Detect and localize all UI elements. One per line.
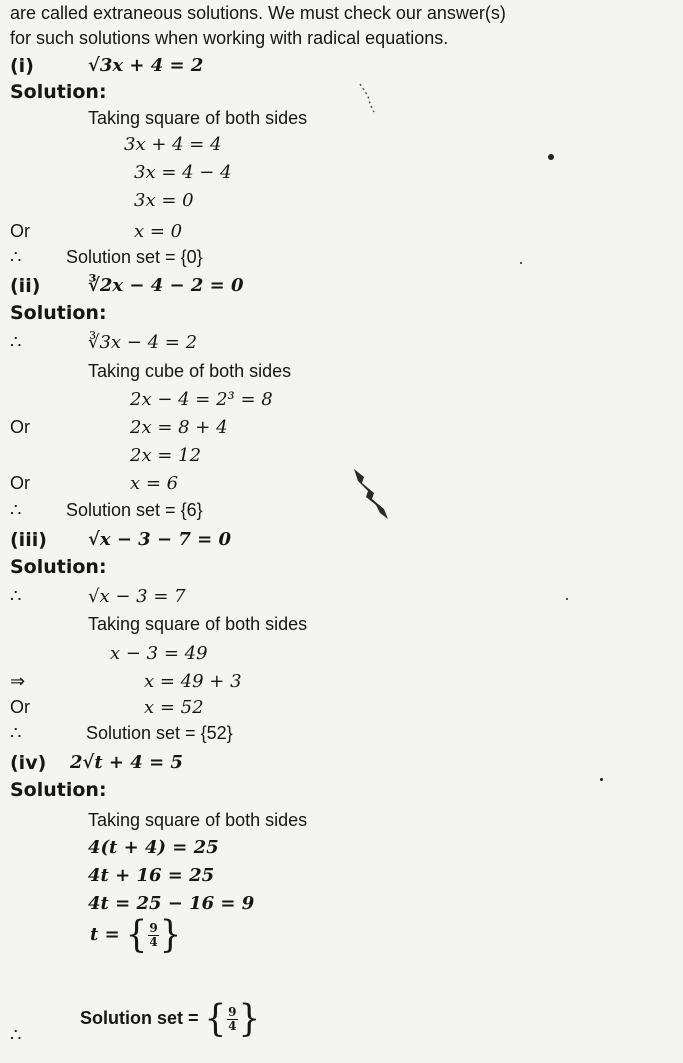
problem-iv-result [80,997,261,1041]
problem-ii-eq4: x = 6 [130,473,179,494]
problem-ii-or-2: Or [10,473,30,493]
scan-speck [566,598,568,600]
scan-speck [520,262,522,264]
problem-iii-step-text: Taking square of both sides [88,614,308,634]
problem-iv-eq3: 4t = 25 − 16 = 9 [88,893,255,914]
problem-i-eq2: 3x = 4 − 4 [134,162,232,183]
problem-iv-label: (iv) [10,752,47,774]
problem-iv-eq1: 4(t + 4) = 25 [88,837,219,858]
problem-ii-eq0: ∛3x − 4 = 2 [88,332,198,353]
problem-ii-eq1: 2x − 4 = 2³ = 8 [130,389,273,410]
problem-iii-solution-heading: Solution: [10,556,107,578]
problem-iv-eq2: 4t + 16 = 25 [88,865,215,886]
problem-iii-eq0: √x − 3 = 7 [88,586,186,607]
intro-line-1: are called extraneous solutions. We must check our answer(s) [10,3,506,23]
problem-ii-eq3: 2x = 12 [130,445,202,466]
fraction-numerator: 9 [228,1004,237,1019]
left-brace-icon: { [125,913,148,957]
right-brace-icon: } [159,913,182,957]
problem-i-eq3: 3x = 0 [134,190,194,211]
problem-iv-therefore: ∴ [10,1025,22,1045]
problem-iii-eq2: x = 49 + 3 [144,671,242,692]
problem-iv-eq4-lhs: t = [90,924,120,946]
problem-ii-therefore-1: ∴ [10,332,22,352]
problem-ii-result: Solution set = {6} [66,500,203,520]
problem-i-or: Or [10,221,30,241]
problem-ii-step-text: Taking cube of both sides [88,361,292,381]
problem-iv-result-text: Solution set = [80,1008,199,1029]
fraction-numerator: 9 [149,920,158,935]
problem-iv-equation: 2√t + 4 = 5 [70,752,183,773]
problem-i-step-text: Taking square of both sides [88,108,308,128]
problem-iii-equation: √x − 3 − 7 = 0 [88,529,231,550]
problem-iv-step-text: Taking square of both sides [88,810,308,830]
problem-iii-therefore-1: ∴ [10,586,22,606]
problem-ii-eq2: 2x = 8 + 4 [130,417,228,438]
fraction-denominator: 4 [228,1018,237,1033]
problem-iii-or: Or [10,697,30,717]
problem-ii-label: (ii) [10,275,41,297]
scan-smudge [350,465,394,525]
problem-iii-eq3: x = 52 [144,697,204,718]
problem-i-solution-heading: Solution: [10,81,107,103]
problem-iii-implies: ⇒ [10,671,26,691]
problem-i-therefore: ∴ [10,247,22,267]
right-brace-icon: } [238,997,261,1041]
problem-iii-eq1: x − 3 = 49 [110,643,208,664]
scan-speck [548,154,554,160]
problem-i-eq1: 3x + 4 = 4 [124,134,222,155]
problem-ii-or-1: Or [10,417,30,437]
scan-speck [600,778,603,781]
problem-iv-solution-heading: Solution: [10,779,107,801]
problem-ii-equation: ∛2x − 4 − 2 = 0 [88,275,244,296]
intro-line-2: for such solutions when working with radical equations. [10,28,449,48]
left-brace-icon: { [204,997,227,1041]
problem-ii-solution-heading: Solution: [10,302,107,324]
scan-smudge [358,82,382,118]
problem-i-label: (i) [10,55,34,77]
problem-iv-eq4 [90,913,182,957]
problem-i-eq4: x = 0 [134,221,183,242]
fraction-denominator: 4 [149,934,158,949]
problem-iii-label: (iii) [10,529,47,551]
problem-iii-therefore-2: ∴ [10,723,22,743]
problem-i-result: Solution set = {0} [66,247,203,267]
problem-iv-result-fraction [204,997,261,1041]
problem-iii-result: Solution set = {52} [86,723,233,743]
problem-i-equation: √3x + 4 = 2 [88,55,204,76]
problem-ii-therefore-2: ∴ [10,500,22,520]
problem-iv-eq4-fraction [125,913,182,957]
